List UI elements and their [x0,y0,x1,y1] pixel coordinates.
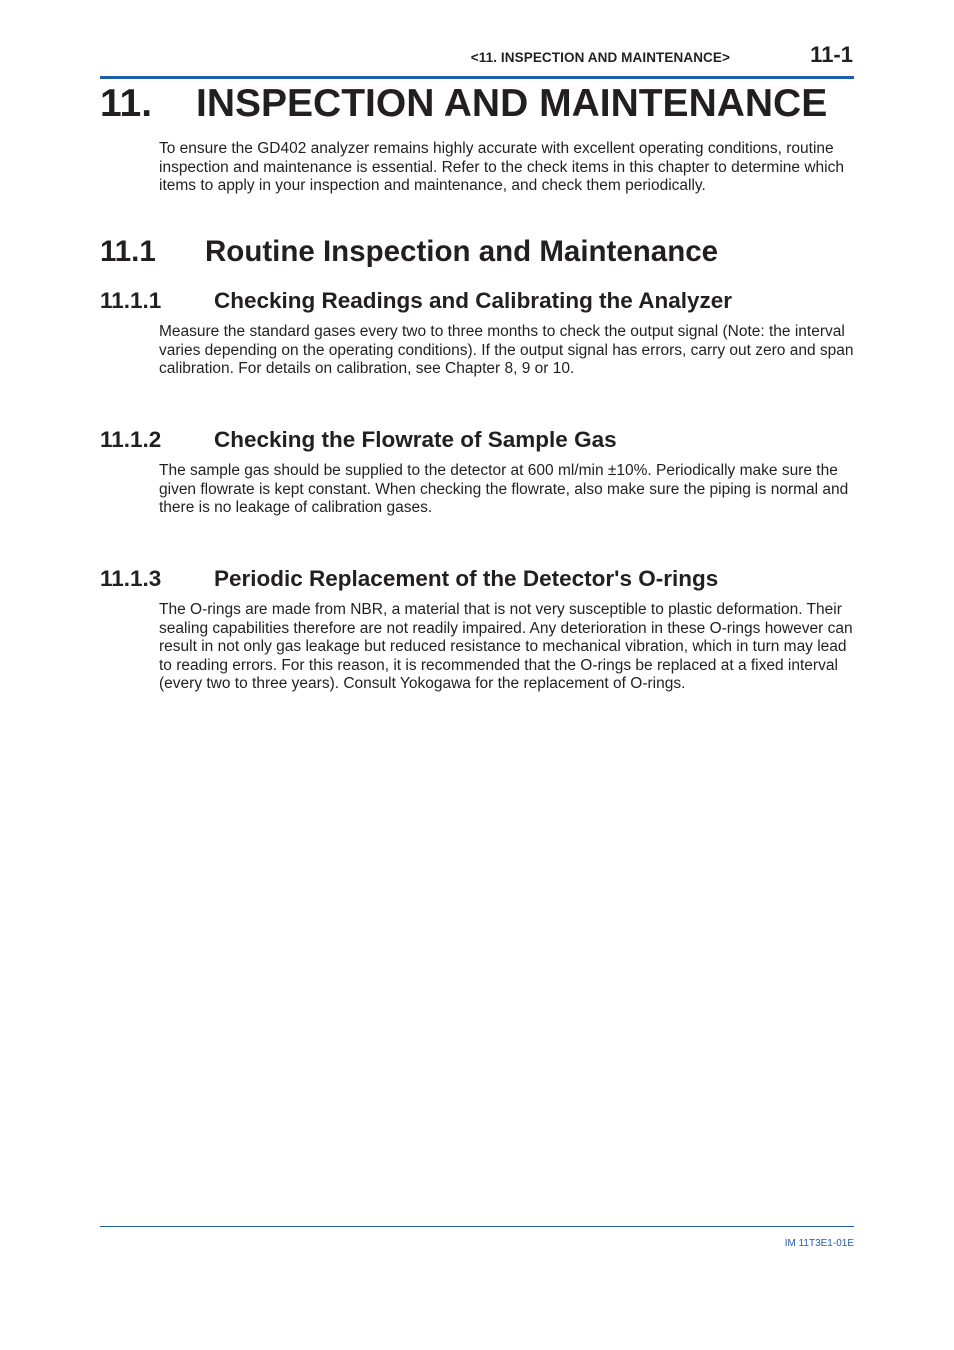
section-number: 11.1 [100,235,156,268]
footer-rule [100,1226,854,1227]
chapter-title [100,82,827,126]
document-code: IM 11T3E1-01E [784,1238,854,1249]
chapter-title-text: INSPECTION AND MAINTENANCE [196,82,828,125]
subsection-body-1: Measure the standard gases every two to three months to check the output signal (Note: the interval varies depending on the operating conditions). If the output signal has errors, carry out zero and span calibration. For details on calibration, see Chapter 8, 9 or 10. [159,323,854,377]
subsection-number: 11.1.2 [100,427,162,452]
chapter-number: 11. [100,82,153,125]
subsection-body-2: The sample gas should be supplied to the detector at 600 ml/min ±10%. Periodically make sure the given flowrate is kept constant. When checking the flowrate, also make sure the piping is normal and there is no leakage of calibration gases. [159,462,849,516]
running-title: <11. INSPECTION AND MAINTENANCE> [470,50,730,65]
subsection-title: Checking the Flowrate of Sample Gas [214,427,617,452]
subsection-body-3: The O-rings are made from NBR, a material that is not very susceptible to plastic deformation. Their sealing capabilities therefore are not readily impaired. Any deterioration in these O-rings however can result in not only gas leakage but reduced resistance to mechanical vibration, which in turn may lead to reading errors. For this reason, it is recommended that the O-rings be replaced at a fixed interval (every two to three years). Consult Yokogawa for the replacement of O-rings. [159,601,853,692]
subsection-heading-2 [100,427,617,453]
subsection-heading-3 [100,566,718,592]
subsection-heading-1 [100,288,732,314]
section-heading [100,235,718,269]
page-number: 11-1 [810,42,853,67]
subsection-number: 11.1.1 [100,288,162,313]
section-title: Routine Inspection and Maintenance [205,235,719,268]
chapter-intro: To ensure the GD402 analyzer remains highly accurate with excellent operating conditions, routine inspection and maintenance is essential. Refer to the check items in this chapter to determine which items to apply in your inspection and maintenance, and check them periodically. [159,140,844,194]
subsection-number: 11.1.3 [100,566,162,591]
subsection-title: Checking Readings and Calibrating the Analyzer [214,288,733,313]
page-header [100,40,854,79]
subsection-title: Periodic Replacement of the Detector's O-rings [214,566,719,591]
